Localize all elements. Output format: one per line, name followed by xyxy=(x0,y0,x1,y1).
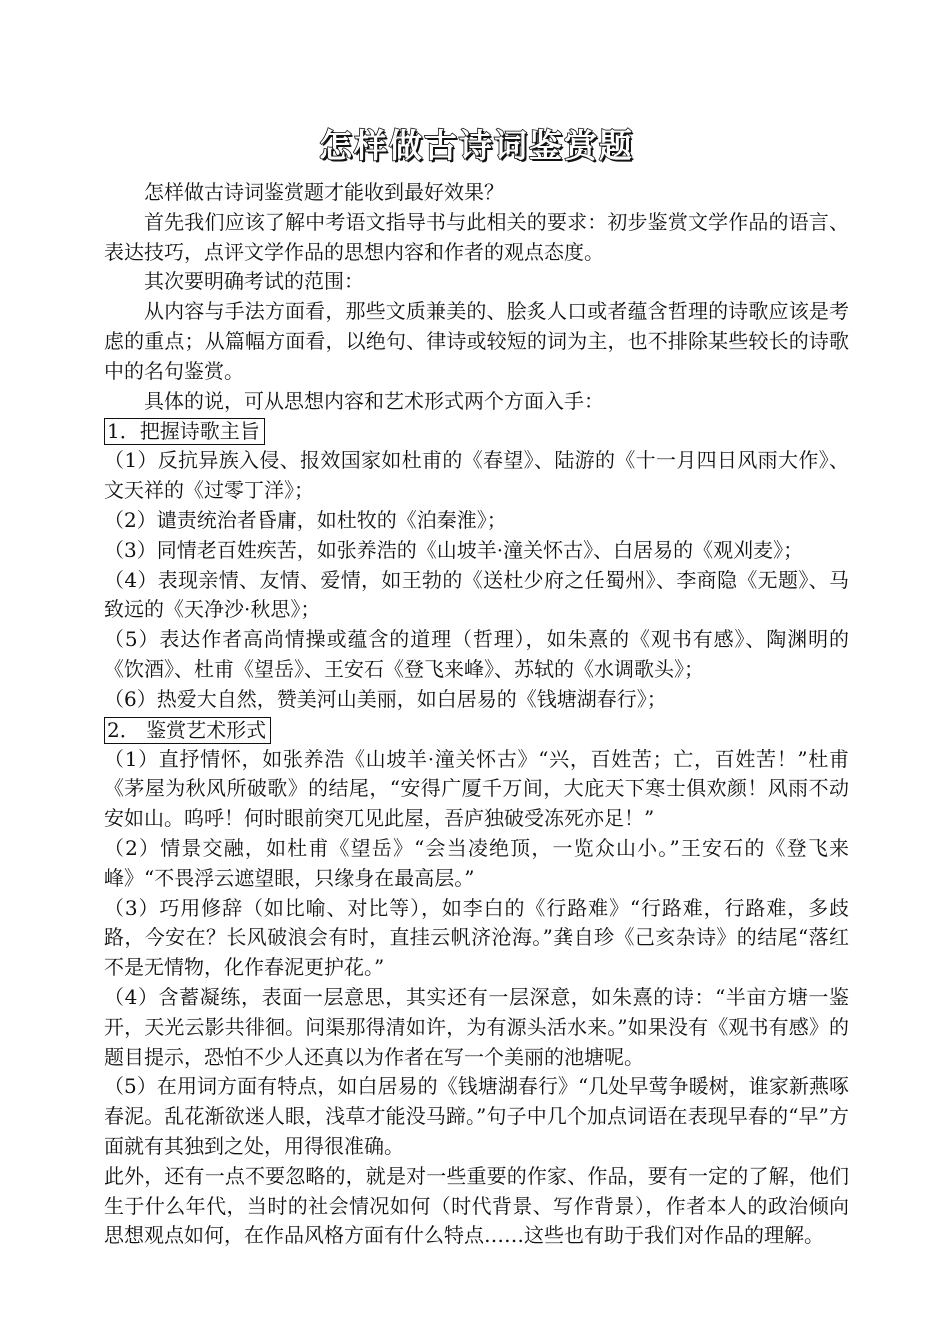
section-2-item-4: （4）含蓄凝练，表面一层意思，其实还有一层深意，如朱熹的诗：“半亩方塘一鉴开，天光云影共徘徊。问渠那得清如许，为有源头活水来。”如果没有《观书有感》的题目提示，恐怕不少人还真以为作者在写一个美丽的池塘呢。 xyxy=(104,984,849,1069)
intro-paragraph-3: 其次要明确考试的范围： xyxy=(144,269,364,294)
section-2-heading: 2． 鉴赏艺术形式 xyxy=(104,717,271,744)
section-2-item-3: （3）巧用修辞（如比喻、对比等），如李白的《行路难》“行路难，行路难，多歧路，今安在？长风破浪会有时，直挂云帆济沧海。”龚自珍《己亥杂诗》的结尾“落红不是无情物，化作春泥更护花。” xyxy=(104,895,849,980)
section-2-item-5: （5）在用词方面有特点，如白居易的《钱塘湖春行》“几处早莺争暖树，谁家新燕啄春泥。乱花渐欲迷人眼，浅草才能没马蹄。”句子中几个加点词语在表现早春的“早”方面就有其独到之处，用得很准确。 xyxy=(104,1074,849,1158)
section-1-item-2: （2）谴责统治者昏庸，如杜牧的《泊秦淮》； xyxy=(104,507,507,532)
section-1-item-4: （4）表现亲情、友情、爱情，如王勃的《送杜少府之任蜀州》、李商隐《无题》、马致远的《天净沙·秋思》； xyxy=(104,567,849,622)
section-1-item-3: （3）同情老百姓疾苦，如张养浩的《山坡羊·潼关怀古》、白居易的《观刈麦》； xyxy=(104,537,804,562)
intro-paragraph-5: 具体的说，可从思想内容和艺术形式两个方面入手： xyxy=(144,388,604,413)
intro-paragraph-4: 从内容与手法方面看，那些文质兼美的、脍炙人口或者蕴含哲理的诗歌应该是考虑的重点；从篇幅方面看，以绝句、律诗或较短的词为主，也不排除某些较长的诗歌中的名句鉴赏。 xyxy=(104,299,849,383)
conclusion-paragraph: 此外，还有一点不要忽略的，就是对一些重要的作家、作品，要有一定的了解，他们生于什么年代，当时的社会情况如何（时代背景、写作背景），作者本人的政治倾向思想观点如何，在作品风格方面有什么特点……这些也有助于我们对作品的理解。 xyxy=(104,1163,849,1248)
intro-paragraph-2: 首先我们应该了解中考语文指导书与此相关的要求：初步鉴赏文学作品的语言、表达技巧，点评文学作品的思想内容和作者的观点态度。 xyxy=(104,209,849,264)
section-2-item-1: （1）直抒情怀，如张养浩《山坡羊·潼关怀古》“兴，百姓苦；亡，百姓苦！”杜甫《茅屋为秋风所破歌》的结尾，“安得广厦千万间，大庇天下寒士俱欢颜！风雨不动安如山。呜呼！何时眼前突兀见此屋，吾庐独破受冻死亦足！” xyxy=(104,746,849,831)
section-2-heading-wrap xyxy=(104,715,849,745)
document-page xyxy=(104,118,849,1251)
section-1-item-5: （5）表达作者高尚情操或蕴含的道理（哲理），如朱熹的《观书有感》、陶渊明的《饮酒》、杜甫《望岳》、王安石《登飞来峰》、苏轼的《水调歌头》； xyxy=(104,627,849,681)
section-1-item-1: （1）反抗异族入侵、报效国家如杜甫的《春望》、陆游的《十一月四日风雨大作》、文天祥的《过零丁洋》； xyxy=(104,448,849,503)
section-1-heading: 1．把握诗歌主旨 xyxy=(104,418,265,445)
intro-paragraph-1: 怎样做古诗词鉴赏题才能收到最好效果？ xyxy=(144,180,504,204)
section-1-heading-wrap xyxy=(104,416,849,446)
section-2-item-2: （2）情景交融，如杜甫《望岳》“会当凌绝顶，一览众山小。”王安石的《登飞来峰》“不畏浮云遮望眼，只缘身在最高层。” xyxy=(104,835,849,890)
section-1-item-6: （6）热爱大自然，赞美河山美丽，如白居易的《钱塘湖春行》； xyxy=(104,686,667,711)
page-title: 怎样做古诗词鉴赏题 xyxy=(319,126,634,165)
